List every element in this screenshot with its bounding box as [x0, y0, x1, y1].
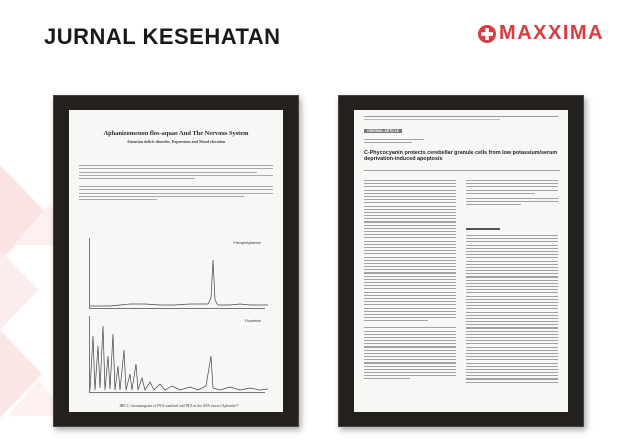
- document-2-section-heading: [466, 228, 500, 230]
- document-1-subtitle: Attention deficit disorder, Depression and Mood elevation: [126, 139, 226, 144]
- slide-title: JURNAL KESEHATAN: [44, 24, 281, 49]
- chart-label: Fluoxetine: [244, 319, 261, 323]
- document-1-title: Aphanizomenon flos-aquae And The Nervous System: [103, 130, 249, 137]
- chromatogram-trace: [90, 316, 268, 392]
- document-2-authors: [364, 139, 424, 145]
- chromatogram-trace: [90, 238, 268, 308]
- maxxima-logo-icon: [477, 24, 497, 44]
- document-2-meta: [364, 170, 560, 173]
- document-page-1: [69, 110, 283, 412]
- document-2-article-type: ORIGINAL ARTICLE: [364, 129, 402, 133]
- document-1-text-block: [79, 165, 273, 181]
- brand-name: MAXXIMA: [499, 22, 604, 44]
- brand-logo: [477, 22, 604, 45]
- document-2-title: C-Phycocyanin protects cerebellar granule cells from low potassium/serum deprivation-induced apoptosis: [364, 150, 558, 163]
- document-1-text-block: [79, 186, 273, 202]
- document-page-2: [354, 110, 568, 412]
- document-2-header: [364, 116, 558, 120]
- document-frame-1: [53, 95, 299, 427]
- document-1-caption: HPLC chromatogram of PEA standard and PEA in the AFA extract Aphanin™: [119, 404, 239, 408]
- chart-label: Phenylethylamine: [233, 241, 261, 245]
- document-1-chromatogram-top: [89, 238, 265, 309]
- document-2-abstract-column: [364, 180, 456, 382]
- document-2-keywords-column: [466, 180, 558, 207]
- document-2-body-column: [466, 235, 558, 385]
- document-1-chromatogram-bottom: [89, 316, 265, 393]
- document-frame-2: [338, 95, 584, 427]
